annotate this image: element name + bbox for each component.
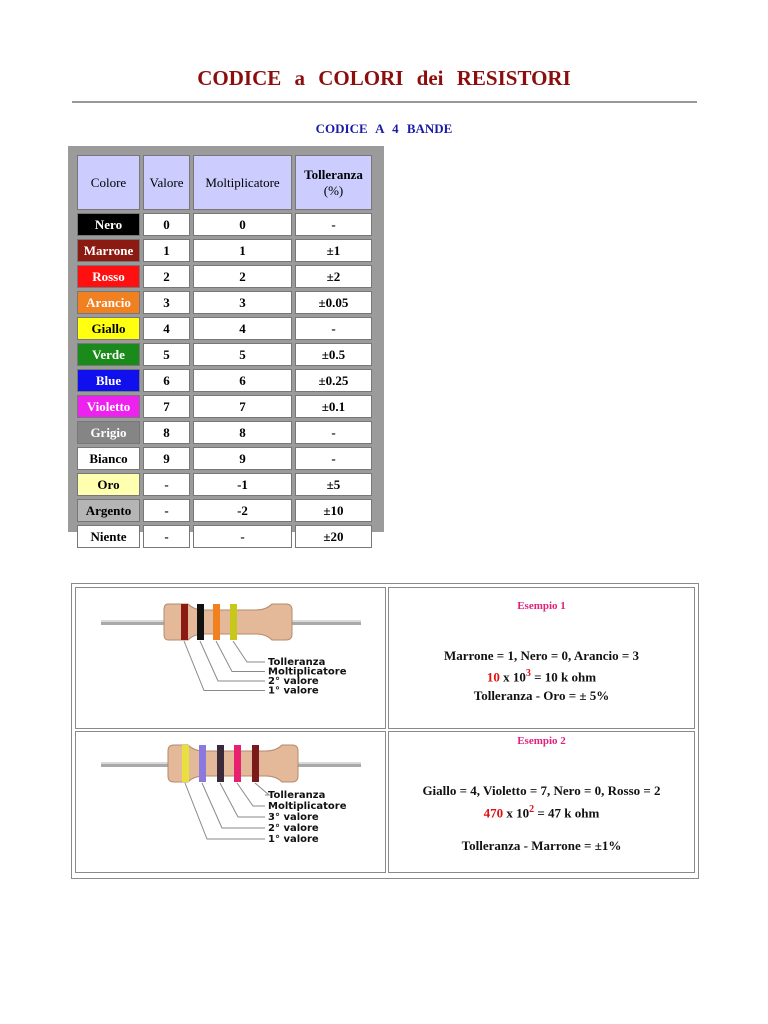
example2-result: = 47 k ohm [534,805,600,821]
example1-value: 10 [486,669,500,685]
label-leader-line [255,783,269,795]
table-row [77,525,372,548]
color-name-cell: Argento [77,499,140,522]
label-leader-line [220,783,265,817]
table-row [77,421,372,444]
moltiplicatore-cell: 6 [193,369,292,392]
moltiplicatore-cell: 3 [193,291,292,314]
tolleranza-cell: ±0.25 [295,369,372,392]
example2-text-cell [388,731,695,873]
table-row [77,343,372,366]
band-label: Tolleranza [268,657,326,668]
example2-bands: Giallo = 4, Violetto = 7, Nero = 0, Rosso = 2 [422,783,661,798]
valore-cell: 1 [143,239,190,262]
moltiplicatore-cell: - [193,525,292,548]
example1-bands: Marrone = 1, Nero = 0, Arancio = 3 [443,648,640,663]
resistor-band [252,745,259,782]
color-name-cell: Verde [77,343,140,366]
header-colore: Colore [77,155,140,210]
moltiplicatore-cell: 9 [193,447,292,470]
header-tolleranza-unit: (%) [323,182,344,198]
moltiplicatore-cell: 5 [193,343,292,366]
resistor-band [217,745,224,782]
table-row [77,239,372,262]
resistor-band [213,604,220,640]
band-label: 1° valore [268,834,319,845]
example2-times: x 10 [503,805,530,821]
valore-cell: 0 [143,213,190,236]
table-row [77,265,372,288]
valore-cell: 7 [143,395,190,418]
moltiplicatore-cell: 7 [193,395,292,418]
tolleranza-cell: ±1 [295,239,372,262]
tolleranza-cell: - [295,213,372,236]
valore-cell: 4 [143,317,190,340]
band-label: 3° valore [268,812,319,823]
moltiplicatore-cell: 4 [193,317,292,340]
table-row [77,473,372,496]
resistor-diagram-2 [76,732,385,872]
table-row [77,213,372,236]
color-name-cell: Arancio [77,291,140,314]
label-leader-line [200,641,265,681]
tolleranza-cell: ±2 [295,265,372,288]
resistor-band [181,604,188,640]
moltiplicatore-cell: 1 [193,239,292,262]
tolleranza-cell: ±0.1 [295,395,372,418]
color-name-cell: Niente [77,525,140,548]
example1-formula [389,668,694,685]
color-name-cell: Marrone [77,239,140,262]
table-row [77,447,372,470]
table-row [77,395,372,418]
resistor-diagram-1 [76,588,385,728]
moltiplicatore-cell: 2 [193,265,292,288]
example2-image-cell [75,731,386,873]
example2-exponent: 2 [529,804,535,815]
color-name-cell: Violetto [77,395,140,418]
color-name-cell: Giallo [77,317,140,340]
moltiplicatore-cell: 8 [193,421,292,444]
moltiplicatore-cell: -1 [193,473,292,496]
color-name-cell: Bianco [77,447,140,470]
example2-formula [389,804,694,821]
table-row [77,499,372,522]
example2-tolerance: Tolleranza - Marrone = ±1% [461,838,622,853]
example2-title: Esempio 2 [517,735,566,747]
moltiplicatore-cell: 0 [193,213,292,236]
tolleranza-cell: ±0.5 [295,343,372,366]
section-subtitle: CODICE A 4 BANDE [315,121,453,136]
color-name-cell: Rosso [77,265,140,288]
color-code-table [74,152,375,551]
valore-cell: 6 [143,369,190,392]
band-label: Moltiplicatore [268,666,347,678]
label-leader-line [233,641,265,662]
tolleranza-cell: ±10 [295,499,372,522]
color-name-cell: Nero [77,213,140,236]
table-row [77,291,372,314]
valore-cell: - [143,525,190,548]
color-name-cell: Grigio [77,421,140,444]
tolleranza-cell: - [295,421,372,444]
valore-cell: 3 [143,291,190,314]
example1-image-cell [75,587,386,729]
table-row [77,369,372,392]
band-label: 2° valore [268,823,319,834]
label-leader-line [184,641,265,691]
header-tolleranza-label: Tolleranza [304,166,363,182]
valore-cell: 8 [143,421,190,444]
example1-tolerance: Tolleranza - Oro = ± 5% [473,688,610,703]
resistor-band [199,745,206,782]
header-moltiplicatore: Moltiplicatore [193,155,292,210]
tolleranza-cell: ±5 [295,473,372,496]
tolleranza-cell: - [295,447,372,470]
example1-result: = 10 k ohm [530,669,597,685]
band-label: Moltiplicatore [268,801,347,812]
valore-cell: - [143,473,190,496]
example1-times: x 10 [499,669,526,685]
band-label: 1° valore [268,685,319,697]
table-header-row [77,155,372,210]
table-row [77,317,372,340]
resistor-band [197,604,204,640]
resistor-band [234,745,241,782]
example1-text-cell [388,587,695,729]
tolleranza-cell: ±0.05 [295,291,372,314]
example2-value: 470 [483,805,504,821]
band-label: Tolleranza [268,790,326,801]
page-title: CODICE a COLORI dei RESISTORI [197,66,571,90]
color-name-cell: Blue [77,369,140,392]
color-code-table-frame [68,146,384,544]
header-valore: Valore [143,155,190,210]
header-tolleranza [295,155,372,210]
title-divider [72,101,697,103]
valore-cell: - [143,499,190,522]
label-leader-line [237,783,265,806]
examples-frame [71,583,699,879]
label-leader-line [216,641,265,672]
resistor-band [182,745,189,782]
band-label: 2° valore [268,676,319,687]
valore-cell: 5 [143,343,190,366]
moltiplicatore-cell: -2 [193,499,292,522]
tolleranza-cell: - [295,317,372,340]
resistor-band [230,604,237,640]
valore-cell: 9 [143,447,190,470]
tolleranza-cell: ±20 [295,525,372,548]
example1-exponent: 3 [525,668,531,679]
valore-cell: 2 [143,265,190,288]
example1-title: Esempio 1 [517,600,566,612]
color-name-cell: Oro [77,473,140,496]
